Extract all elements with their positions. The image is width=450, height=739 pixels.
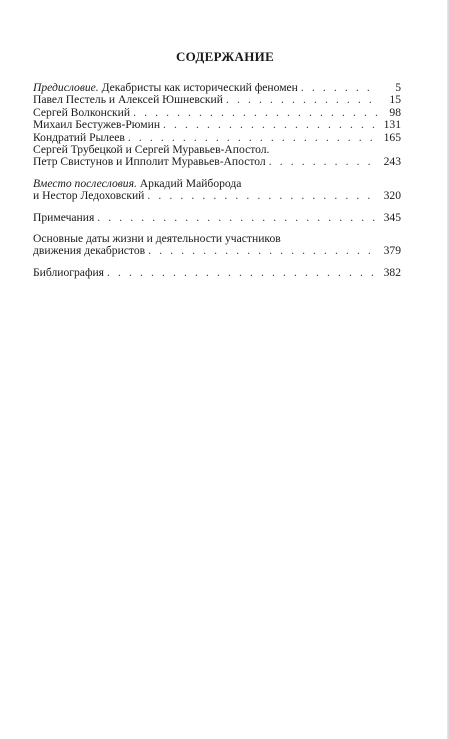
toc-entry-title-line2: движения декабристов [33, 244, 146, 258]
page-number: 379 [383, 244, 401, 258]
leader-dots [301, 82, 378, 94]
page-number: 345 [383, 210, 401, 224]
toc-entry-dates[interactable] [33, 233, 401, 258]
leader-dots [107, 267, 378, 279]
page-number: 98 [389, 105, 401, 119]
toc-entry-bestuzhev[interactable] [33, 119, 401, 131]
toc-entry-bibliography[interactable] [33, 267, 401, 279]
leader-dots [133, 107, 378, 119]
toc-entry-afterword[interactable] [33, 178, 401, 203]
toc-entry-title: Михаил Бестужев-Рюмин [33, 118, 161, 132]
page-number: 15 [389, 93, 401, 107]
toc-entry-title: Примечания [33, 210, 95, 224]
toc-entry-line2 [33, 190, 401, 202]
leader-dots [163, 119, 378, 131]
afterword-label: Вместо послесловия. [33, 176, 137, 190]
preface-label: Предисловие. [33, 81, 99, 94]
page-number: 243 [383, 155, 401, 169]
leader-dots [269, 156, 378, 168]
page-number: 165 [383, 130, 401, 144]
toc-entry-title: Библиография [33, 265, 105, 279]
toc-entry-title-line1: Основные даты жизни и деятельности участников [33, 232, 281, 246]
toc-entry-line2 [33, 245, 401, 257]
leader-dots [148, 245, 378, 257]
toc-entry-title: Павел Пестель и Алексей Юшневский [33, 93, 223, 107]
toc-entry-title-line2: Петр Свистунов и Ипполит Муравьев-Апостол [33, 155, 266, 169]
toc-entry-trubetskoy-svistunov[interactable] [33, 144, 401, 169]
table-of-contents [33, 82, 401, 279]
leader-dots [147, 190, 378, 202]
preface-title: Декабристы как исторический феномен [101, 81, 298, 94]
afterword-title: Аркадий Майборода [139, 176, 242, 190]
toc-entry-pestel[interactable] [33, 94, 401, 106]
page-number: 5 [395, 81, 401, 94]
toc-entry-title-line2: и Нестор Ледоховский [33, 189, 145, 203]
leader-dots [226, 94, 378, 106]
page-number: 382 [383, 265, 401, 279]
page-number: 131 [383, 118, 401, 132]
toc-entry-title: Кондратий Рылеев [33, 130, 125, 144]
leader-dots [97, 212, 378, 224]
toc-entry-title: Сергей Волконский [33, 105, 131, 119]
toc-entry-line2 [33, 156, 401, 168]
toc-entry-notes[interactable] [33, 212, 401, 224]
toc-entry-title-line1: Сергей Трубецкой и Сергей Муравьев-Апостол. [33, 143, 270, 157]
page-title: СОДЕРЖАНИЕ [175, 49, 275, 64]
page-number: 320 [383, 189, 401, 203]
